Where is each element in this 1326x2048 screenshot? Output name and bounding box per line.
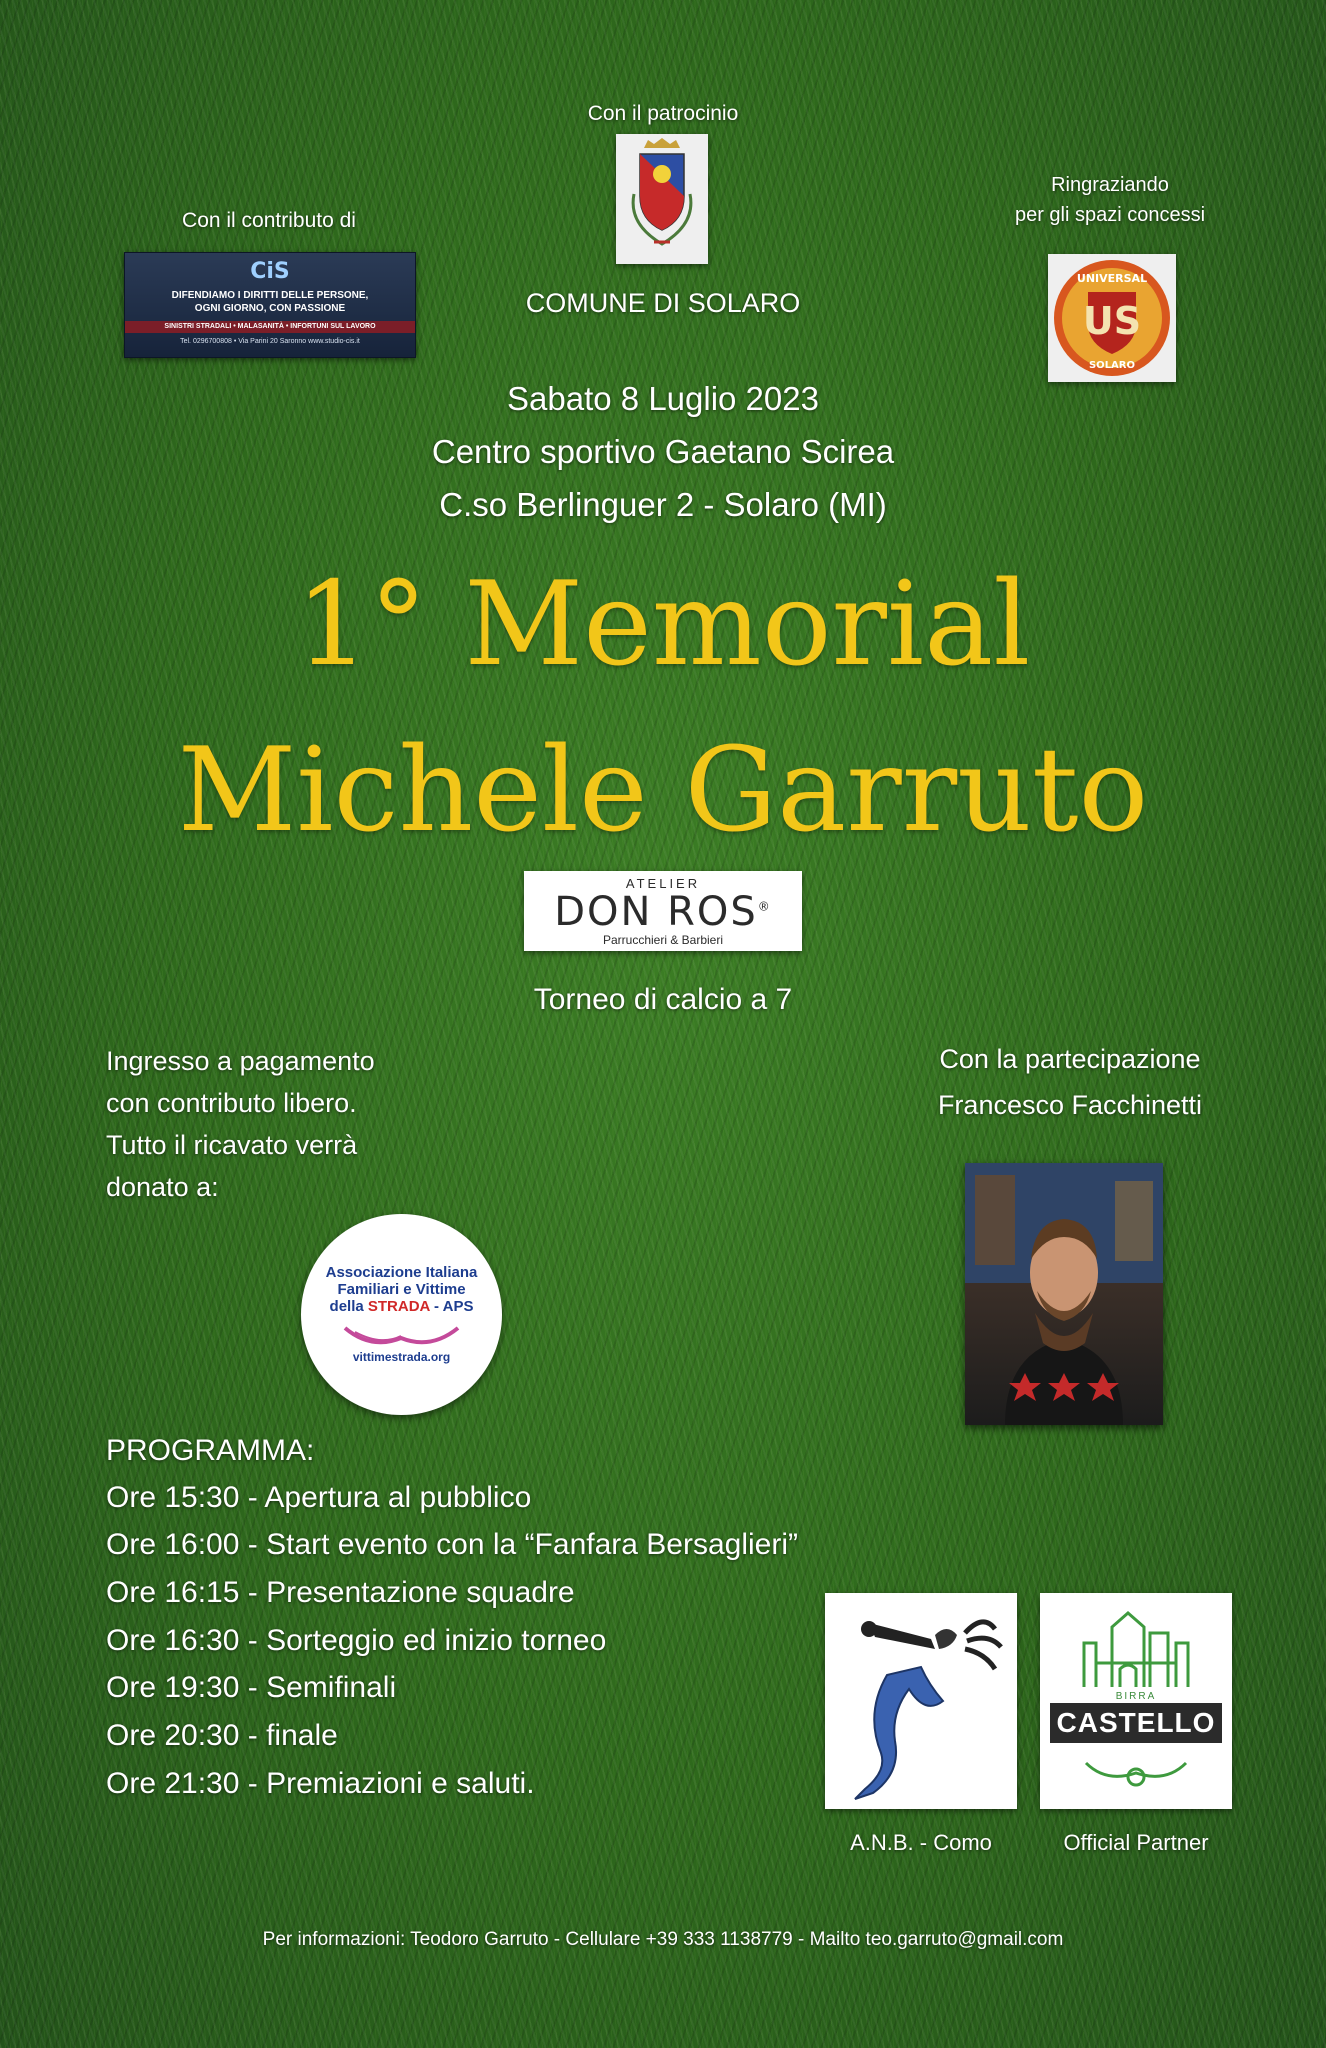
entry-line1: Ingresso a pagamento xyxy=(106,1046,375,1076)
don-ros-sponsor-logo xyxy=(524,871,802,951)
don-ros-atelier: ATELIER xyxy=(625,876,701,891)
entry-line4: donato a: xyxy=(106,1172,219,1202)
programme-item: Ore 16:30 - Sorteggio ed inizio torneo xyxy=(106,1624,607,1657)
castello-birra: BIRRA xyxy=(1115,1691,1157,1702)
programme-item: Ore 16:15 - Presentazione squadre xyxy=(106,1576,575,1609)
birra-castello-logo xyxy=(1040,1593,1232,1809)
comune-solaro-label: COMUNE DI SOLARO xyxy=(525,288,801,318)
hops-icon xyxy=(1076,1753,1196,1793)
programme-item: Ore 21:30 - Premiazioni e saluti. xyxy=(106,1767,535,1800)
association-line3-c: - APS xyxy=(429,1298,474,1315)
guest-photo xyxy=(965,1163,1163,1425)
programme-heading: PROGRAMMA: xyxy=(106,1434,315,1467)
title-line2: Michele Garruto xyxy=(177,723,1149,858)
footer-contact: Per informazioni: Teodoro Garruto - Cellulare +39 333 1138779 - Mailto teo.garruto@gmail.com xyxy=(262,1929,1064,1950)
association-strada: STRADA xyxy=(367,1298,430,1315)
programme-item: Ore 20:30 - finale xyxy=(106,1719,338,1752)
tournament-type: Torneo di calcio a 7 xyxy=(533,983,793,1016)
association-logo xyxy=(301,1214,502,1415)
programme-item: Ore 16:00 - Start evento con la “Fanfara Bersaglieri” xyxy=(106,1528,798,1561)
anb-como-logo xyxy=(825,1593,1017,1809)
svg-text:US: US xyxy=(1082,299,1142,343)
registered-mark: ® xyxy=(757,899,772,914)
guest-label: Con la partecipazione xyxy=(939,1044,1201,1074)
comune-solaro-crest xyxy=(616,134,708,264)
don-ros-brand xyxy=(524,889,802,935)
castello-name: CASTELLO xyxy=(1050,1703,1222,1743)
cis-services-strip: SINISTRI STRADALI • MALASANITÀ • INFORTUNI SUL LAVORO xyxy=(125,321,415,333)
event-venue: Centro sportivo Gaetano Scirea xyxy=(431,433,895,470)
title-line1: 1° Memorial xyxy=(295,557,1031,692)
event-date: Sabato 8 Luglio 2023 xyxy=(507,380,819,417)
don-ros-subtitle: Parrucchieri & Barbieri xyxy=(602,933,724,947)
contribution-label: Con il contributo di xyxy=(182,209,356,232)
entry-info xyxy=(106,1040,486,1208)
anb-caption: A.N.B. - Como xyxy=(850,1830,992,1855)
event-address: C.so Berlinguer 2 - Solaro (MI) xyxy=(439,486,887,523)
thanks-line1: Ringraziando xyxy=(1051,174,1169,196)
association-name xyxy=(311,1264,492,1315)
castello-caption: Official Partner xyxy=(1063,1830,1209,1855)
association-line3 xyxy=(311,1298,492,1315)
cis-logo: CiS xyxy=(250,259,290,284)
hands-icon xyxy=(341,1322,462,1350)
programme-item: Ore 15:30 - Apertura al pubblico xyxy=(106,1481,532,1514)
guest-name: Francesco Facchinetti xyxy=(937,1090,1203,1120)
cis-slogan-line1: DIFENDIAMO I DIRITTI DELLE PERSONE, xyxy=(171,290,369,301)
association-line1: Associazione Italiana xyxy=(325,1264,478,1281)
entry-line3: Tutto il ricavato verrà xyxy=(106,1130,358,1160)
universal-logo-top-text: UNIVERSAL xyxy=(1076,272,1148,285)
association-website: vittimestrada.org xyxy=(352,1350,451,1364)
cis-slogan-line2: OGNI GIORNO, CON PASSIONE xyxy=(194,303,346,314)
castle-icon xyxy=(1076,1603,1196,1689)
cis-slogan xyxy=(125,289,415,315)
cis-sponsor-banner xyxy=(124,252,416,358)
don-ros-brand-name: DON ROS xyxy=(554,889,758,935)
universal-logo-bottom-text: SOLARO xyxy=(1088,360,1136,371)
patronage-label: Con il patrocinio xyxy=(587,102,739,125)
entry-line2: con contributo libero. xyxy=(106,1088,357,1118)
thanks-line2: per gli spazi concessi xyxy=(1014,204,1206,226)
association-line2: Familiari e Vittime xyxy=(337,1281,466,1298)
association-line3-a: della xyxy=(329,1298,368,1315)
programme-item: Ore 19:30 - Semifinali xyxy=(106,1671,397,1704)
universal-solaro-logo xyxy=(1048,254,1176,382)
cis-contact: Tel. 0296700808 • Via Parini 20 Saronno www.studio-cis.it xyxy=(180,338,360,345)
